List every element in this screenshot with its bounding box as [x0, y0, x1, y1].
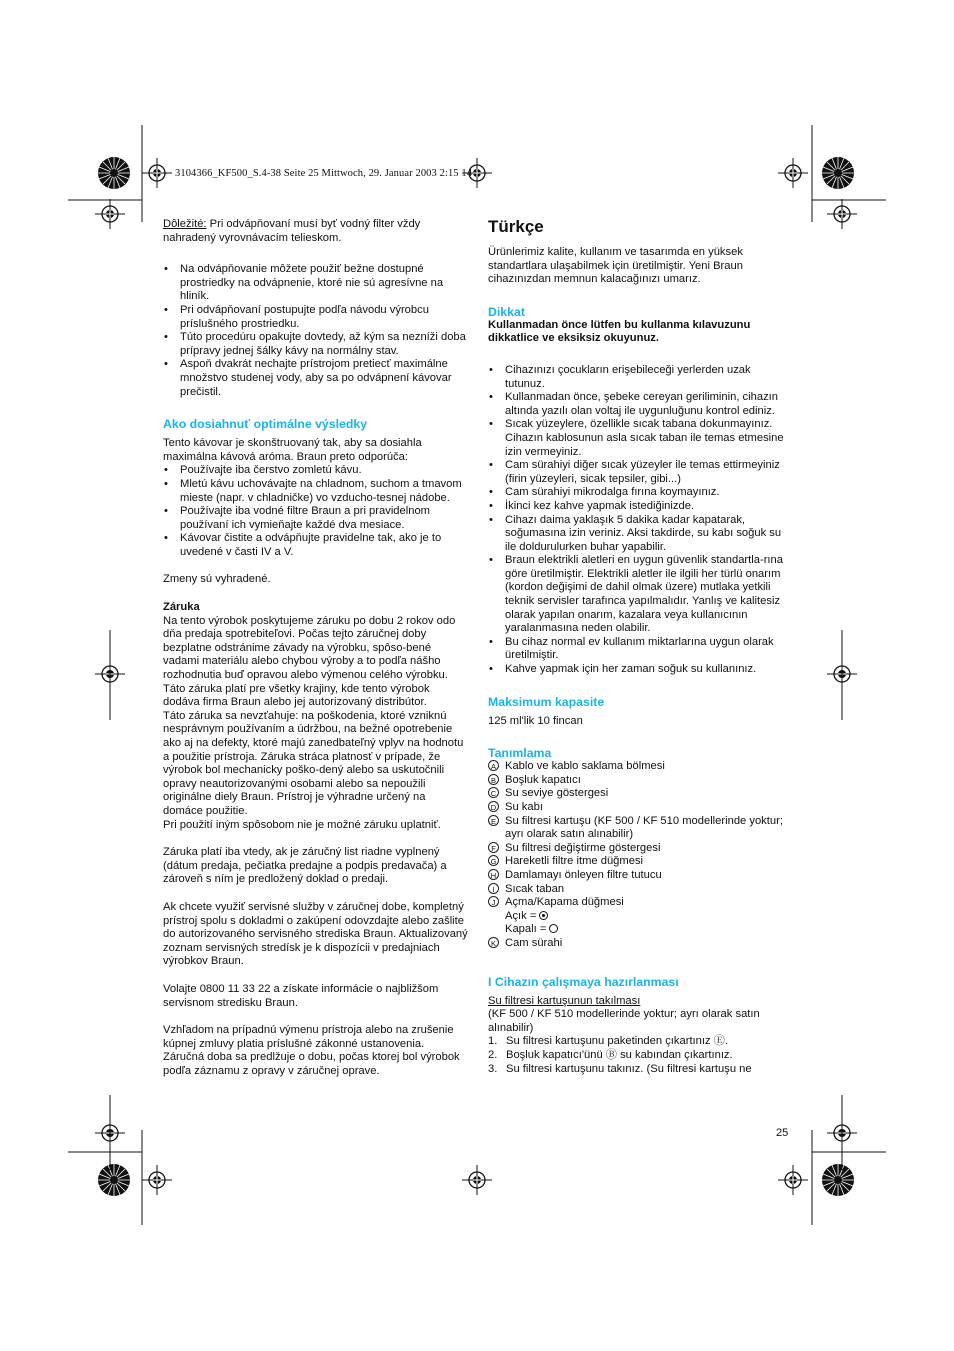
- part-label: Su filtresi değiştirme göstergesi: [505, 841, 661, 854]
- part-label: Kablo ve kablo saklama bölmesi: [505, 760, 665, 773]
- list-item: [488, 1035, 788, 1049]
- letter-badge: C: [488, 787, 499, 798]
- part-label: Sıcak taban: [505, 882, 565, 895]
- list-item: • Používajte iba vodné filtre Braun a pri pravidelnom používaní ich vymieňajte každé dva mesiace.: [163, 505, 468, 532]
- list-item: [488, 774, 788, 788]
- off-label: Kapalı =: [505, 923, 547, 936]
- results-heading: Ako dosiahnuť optimálne výsledky: [163, 417, 368, 432]
- power-off-icon: [549, 924, 558, 933]
- list-item: • Cihazınızı çocukların erişebileceği yerlerden uzak tutunuz.: [488, 364, 788, 391]
- list-item: • Bu cihaz normal ev kullanım miktarlarına uygun olarak üretilmiştir.: [488, 636, 788, 663]
- warranty-paragraph: Táto záruka sa nevzťahuje: na poškodenia, ktoré vzniknú nesprávnym používaním a údržbou, na bežné opotrebenie ako aj na defekty, ktoré majú zanedbateľný vplyv na hodnotu a použitie prístroja. Záruka stráca platnosť v prípade, že výrobok bol mechanicky poško-dený alebo sa uskutočnili opravy neautorizovanými osobami alebo sa nepoužili originálne diely Braun. Prístroj je výhradne určený na domáce použitie.: [163, 709, 464, 817]
- list-item: • Aspoň dvakrát nechajte prístrojom pretiecť maximálne množstvo studenej vody, aby sa po odvápnení kávovar prečistil.: [163, 358, 468, 399]
- list-item: [488, 760, 788, 774]
- preparation-steps: [488, 1035, 788, 1076]
- important-note: [163, 218, 468, 245]
- part-label: Damlamayı önleyen filtre tutucu: [505, 868, 662, 881]
- caution-list: [488, 364, 788, 677]
- step-text: Su filtresi kartuşunu takınız. (Su filtresi kartuşu ne: [506, 1062, 752, 1075]
- caution-heading: Dikkat: [488, 304, 525, 319]
- intro-text: Ürünlerimiz kalite, kullanım ve tasarımda en yüksek standartlara ulaşabilmek için üretilmiştir. Yeni Braun cihazınızdan memnun kalacağınızı umarız.: [488, 246, 743, 286]
- important-text: Pri odvápňovaní musí byť vodný filter vždy nahradený vyrovnávacím telieskom.: [163, 218, 421, 244]
- letter-badge: H: [488, 869, 499, 880]
- list-item: • Cam sürahiyi mikrodalga fırına koymayınız.: [488, 486, 788, 500]
- list-item: [488, 883, 788, 897]
- part-label: Hareketli filtre itme düğmesi: [505, 855, 644, 868]
- letter-badge: F: [488, 842, 499, 853]
- preparation-heading: I Cihazın çalışmaya hazırlanması: [488, 974, 679, 989]
- list-item: [488, 1049, 788, 1063]
- list-item: • Používajte iba čerstvo zomletú kávu.: [163, 464, 468, 478]
- list-item: [488, 896, 788, 910]
- part-label: Açma/Kapama düğmesi: [505, 896, 624, 909]
- letter-badge: D: [488, 801, 499, 812]
- warranty-paragraph: Na tento výrobok poskytujeme záruku po dobu 2 rokov odo dňa predaja spotrebiteľovi. Počas tejto záručnej doby bezplatne odstránime závady na výrobku, spôso-bené vadami materiálu alebo chybou výroby a to podľa nášho rozhodnutia buď opravou alebo výmenou celého výrobku.: [163, 614, 456, 682]
- caution-intro: Kullanmadan önce lütfen bu kullanma kılavuzunu dikkatlice ve eksiksiz okuyunuz.: [488, 318, 751, 345]
- list-item: • Cihazı daima yaklaşık 5 dakika kadar kapatarak, soğumasına izin veriniz. Aksi takdirde, su kabı soğuk su ile doldurulurken buhar yapabilir.: [488, 514, 788, 555]
- service-phone: Volajte 0800 11 33 22 a získate informácie o najbližšom servisnom stredisku Braun.: [163, 982, 439, 1009]
- list-item: • Túto procedúru opakujte dovtedy, až kým sa nezníži doba prípravy jednej šálky kávy na normálny stav.: [163, 331, 468, 358]
- right-column: [488, 218, 788, 1076]
- power-on-icon: [539, 911, 548, 920]
- list-item: [488, 801, 788, 815]
- results-intro: Tento kávovar je skonštruovaný tak, aby sa dosiahla maximálna kávová aróma. Braun preto odporúča:: [163, 437, 422, 463]
- preparation-subheading: Su filtresi kartuşunun takılması: [488, 994, 641, 1007]
- warranty-paragraph: Ak chcete využiť servisné služby v záručnej dobe, kompletný prístroj spolu s dokladmi o zakúpení odovzdajte alebo zašlite do autorizovaného servisného strediska Braun. Aktualizovaný zoznam servisných stredísk je k dispozícii v predajniach výrobkov Braun.: [163, 900, 468, 968]
- list-item: [488, 815, 788, 842]
- warranty-paragraph: Záruka platí iba vtedy, ak je záručný list riadne vyplnený (dátum predaja, pečiatka predajne a podpis predavača) a zároveň s ním je predložený doklad o predaji.: [163, 846, 447, 886]
- list-item: • Pri odvápňovaní postupujte podľa návodu výrobcu príslušného prostriedku.: [163, 304, 468, 331]
- changes-note: Zmeny sú vyhradené.: [163, 573, 271, 586]
- list-item: • Kávovar čistite a odvápňujte pravidelne tak, ako je to uvedené v časti IV a V.: [163, 532, 468, 559]
- list-item: • Kullanmadan önce, şebeke cereyan geriliminin, cihazın altında yazılı olan voltaj ile uygunluğunu kontrol ediniz.: [488, 391, 788, 418]
- page-number: 25: [776, 1127, 789, 1139]
- preparation-note: (KF 500 / KF 510 modellerinde yoktur; ayrı olarak satın alınabilir): [488, 1008, 760, 1034]
- list-item: [488, 910, 788, 924]
- part-label: Su filtresi kartuşu (KF 500 / KF 510 modellerinde yoktur; ayrı olarak satın alınabilir): [505, 814, 783, 841]
- letter-badge: J: [488, 896, 499, 907]
- list-item: [488, 787, 788, 801]
- list-item: • Sıcak yüzeylere, özellikle sıcak tabana dokunmayınız. Cihazın kablosunun asla sıcak taban ile temas etmesine izin vermeyiniz.: [488, 418, 788, 459]
- print-header: 3104366_KF500_S.4-38 Seite 25 Mittwoch, 29. Januar 2003 2:15 14: [175, 168, 473, 179]
- letter-badge: E: [488, 815, 499, 826]
- list-item: • Cam sürahiyi diğer sıcak yüzeyler ile temas ettirmeyiniz (firin yüzeyleri, sicak tepsiler, gibi...): [488, 459, 788, 486]
- list-item: [488, 842, 788, 856]
- important-label: Dôležité:: [163, 218, 207, 230]
- part-label: Cam sürahi: [505, 936, 563, 949]
- step-number: 3.: [488, 1062, 498, 1075]
- list-item: [488, 937, 788, 951]
- letter-badge: I: [488, 883, 499, 894]
- capacity-text: 125 ml'lik 10 fincan: [488, 714, 583, 727]
- warranty-heading: Záruka: [163, 601, 200, 614]
- letter-badge: B: [488, 774, 499, 785]
- part-label: Boşluk kapatıcı: [505, 773, 581, 786]
- step-text: Su filtresi kartuşunu paketinden çıkartınız Ⓔ.: [506, 1035, 728, 1048]
- capacity-heading: Maksimum kapasite: [488, 694, 605, 709]
- part-label: Su kabı: [505, 801, 543, 813]
- description-heading: Tanımlama: [488, 746, 552, 761]
- warranty-paragraph: Táto záruka platí pre všetky krajiny, kde tento výrobok dodáva firma Braun alebo jej autorizovaný distribútor.: [163, 682, 430, 709]
- list-item: • Braun elektrikli aletleri en uygun güvenlik standartla-rına göre üretilmiştir. Elektrikli aletler ile ilgili her türlü onarım (kordon değişimi de dahil olmak üzere) mutlaka yetkili teknik servisler tarafınca yapılmalıdır. Yanlış ve kalitesiz olarak yapılan onarım, kazalara veya kullanıcının yaralanmasına neden olabilir.: [488, 554, 788, 636]
- list-item: [488, 855, 788, 869]
- list-item: [488, 923, 788, 937]
- list-item: • Kahve yapmak için her zaman soğuk su kullanınız.: [488, 663, 788, 677]
- list-item: [488, 869, 788, 883]
- parts-list: [488, 760, 788, 950]
- list-item: • Na odvápňovanie môžete použiť bežne dostupné prostriedky na odvápnenie, ktoré nie sú agresívne na hliník.: [163, 263, 468, 304]
- results-list: [163, 464, 468, 559]
- letter-badge: G: [488, 855, 499, 866]
- letter-badge: K: [488, 937, 499, 948]
- step-number: 2.: [488, 1048, 498, 1061]
- on-label: Açık =: [505, 909, 537, 922]
- list-item: • Mletú kávu uchovávajte na chladnom, suchom a tmavom mieste (napr. v chladničke) vo vzducho-tesnej nádobe.: [163, 478, 468, 505]
- left-column: [163, 218, 468, 1078]
- part-label: Su seviye göstergesi: [505, 787, 609, 800]
- list-item: • İkinci kez kahve yapmak istediğinizde.: [488, 500, 788, 514]
- step-text: Boşluk kapatıcı'ünü Ⓑ su kabından çıkartınız.: [506, 1048, 733, 1061]
- list-item: [488, 1063, 788, 1077]
- warranty-paragraph: Pri použití iným spôsobom nie je možné záruku uplatniť.: [163, 818, 441, 831]
- letter-badge: A: [488, 760, 499, 771]
- step-number: 1.: [488, 1035, 498, 1048]
- descale-list: [163, 263, 468, 399]
- warranty-paragraph: Vzhľadom na prípadnú výmenu prístroja alebo na zrušenie kúpnej zmluvy platia príslušné zákonné ustanovenia. Záručná doba sa predlžuje o dobu, počas ktorej bol výrobok podľa záznamu z opravy v záručnej oprave.: [163, 1024, 460, 1077]
- language-title: Türkçe: [488, 217, 544, 236]
